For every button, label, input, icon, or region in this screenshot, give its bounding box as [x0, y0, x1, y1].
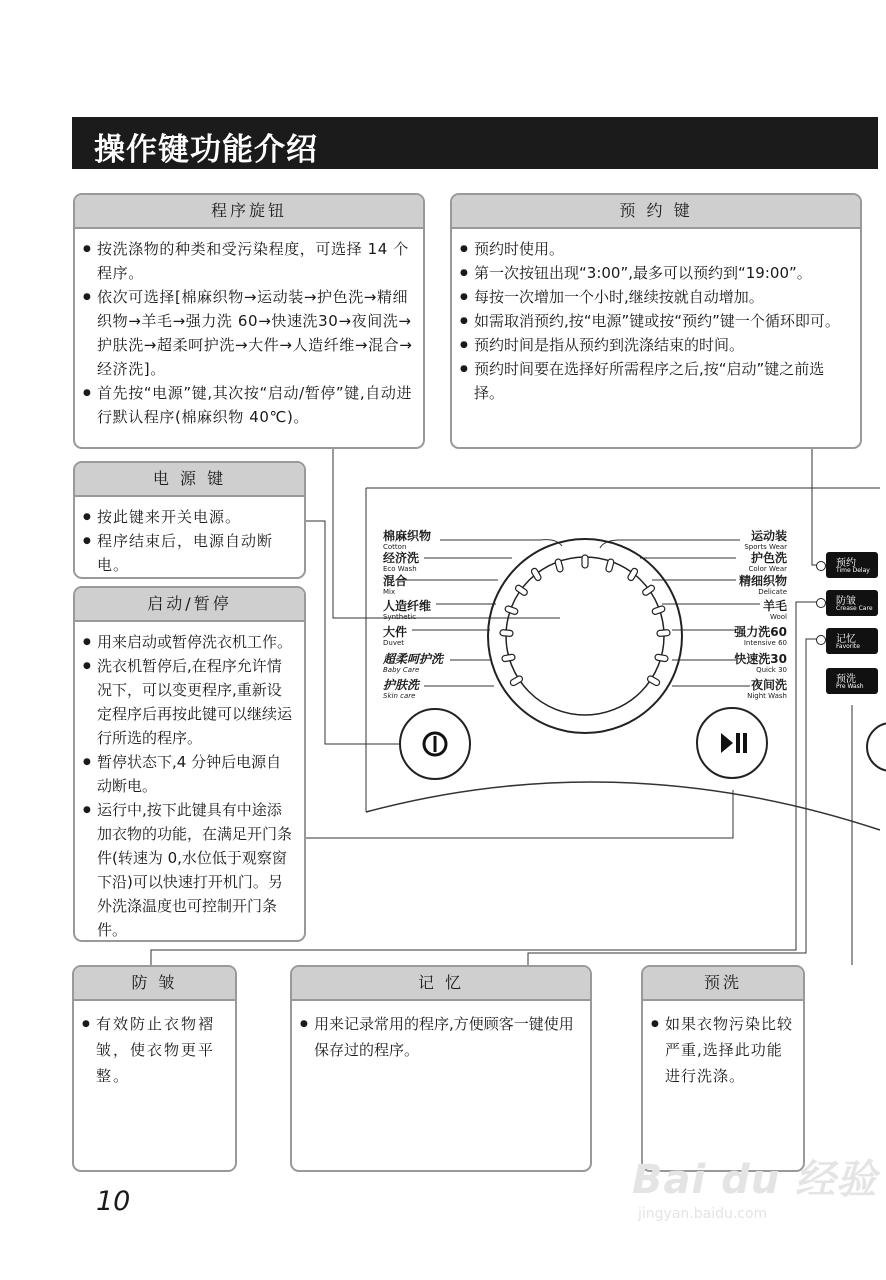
list-item: ● 第一次按钮出现“3:00”,最多可以预约到“19:00”。: [474, 261, 850, 285]
program-label-sports-wear: 运动装 Sports Wear: [744, 529, 787, 551]
list-item: ● 预约时间是指从预约到洗涤结束的时间。: [474, 333, 850, 357]
power-key-header: 电 源 键: [75, 463, 304, 497]
prewash-list: [643, 1001, 803, 1095]
start-pause-header: 启动/暂停: [75, 588, 304, 622]
delay-key-box: [450, 193, 862, 449]
program-label-wool: 羊毛 Wool: [762, 599, 787, 621]
list-item: ● 如果衣物污染比较严重,选择此功能进行洗涤。: [665, 1011, 793, 1089]
program-label-duvet: 大件 Duvet: [383, 625, 408, 647]
list-item: ● 按此键来开关电源。: [97, 505, 294, 529]
list-item: ● 暂停状态下,4 分钟后电源自动断电。: [97, 750, 294, 798]
list-item: ● 首先按“电源”键,其次按“启动/暂停”键,自动进行默认程序(棉麻织物 40℃)。: [97, 381, 413, 429]
list-item: ● 如需取消预约,按“电源”键或按“预约”键一个循环即可。: [474, 309, 850, 333]
list-item: ● 程序结束后，电源自动断电。: [97, 529, 294, 577]
favorite-button[interactable]: 记忆 Favorite: [826, 628, 878, 654]
power-icon: [401, 710, 469, 778]
list-item: ● 洗衣机暂停后,在程序允许情况下，可以变更程序,重新设定程序后再按此键可以继续运行所选的程序。: [97, 654, 294, 750]
list-item: ● 运行中,按下此键具有中途添加衣物的功能，在满足开门条件(转速为 0,水位低于观察窗下沿)可以快速打开机门。另外洗涤温度也可控制开门条件。: [97, 798, 294, 942]
delay-key-list: [452, 229, 860, 411]
list-item: ● 用来记录常用的程序,方便顾客一键使用保存过的程序。: [314, 1011, 580, 1063]
favorite-led-icon: [816, 635, 826, 645]
start-pause-list: [75, 622, 304, 942]
program-label-delicate: 精细织物 Delicate: [738, 574, 787, 596]
list-item: ● 按洗涤物的种类和受污染程度，可选择 14 个程序。: [97, 237, 413, 285]
list-item: ● 有效防止衣物褶皱，使衣物更平整。: [96, 1011, 225, 1089]
crease-care-led-icon: [816, 598, 826, 608]
program-label-color-wear: 护色洗 Color Wear: [748, 551, 787, 573]
prewash-header: 预洗: [643, 967, 803, 1001]
crease-care-box: [72, 965, 237, 1172]
time-delay-button[interactable]: 预约 Time Delay: [826, 552, 878, 578]
program-label-intensive-60: 强力洗60 Intensive 60: [734, 625, 787, 647]
list-item: ● 每按一次增加一个小时,继续按就自动增加。: [474, 285, 850, 309]
power-key-list: [75, 497, 304, 579]
delay-led-icon: [816, 561, 826, 571]
program-label-cotton: 棉麻织物 Cotton: [383, 529, 432, 551]
program-label-night-wash: 夜间洗 Night Wash: [747, 678, 787, 700]
prewash-box: [641, 965, 805, 1172]
list-item: ● 依次可选择[棉麻织物→运动装→护色洗→精细织物→羊毛→强力洗 60→快速洗30→夜间洗→护肤洗→超柔呵护洗→大件→人造纤维→混合→经济洗]。: [97, 285, 413, 381]
program-label-skin-care: 护肤洗 Skin care: [383, 678, 420, 700]
favorite-box: [290, 965, 592, 1172]
delay-key-header: 预 约 键: [452, 195, 860, 229]
favorite-header: 记 忆: [292, 967, 590, 1001]
start-pause-button[interactable]: [696, 707, 768, 779]
page-number: 10: [96, 1186, 131, 1217]
watermark-url: jingyan.baidu.com: [638, 1206, 768, 1222]
program-label-mix: 混合 Mix: [383, 574, 408, 596]
power-button[interactable]: [399, 708, 471, 780]
crease-care-list: [74, 1001, 235, 1095]
prewash-button[interactable]: 预洗 Pre Wash: [826, 668, 878, 694]
favorite-list: [292, 1001, 590, 1069]
power-key-box: [73, 461, 306, 579]
watermark: [632, 1148, 878, 1222]
list-item: ● 预约时间要在选择好所需程序之后,按“启动”键之前选择。: [474, 357, 850, 405]
program-label-baby-care: 超柔呵护洗 Baby Care: [383, 652, 444, 674]
page-title: 操作键功能介绍: [94, 132, 318, 168]
watermark-brand: Bai du 经验: [632, 1157, 878, 1203]
program-label-quick-30: 快速洗30 Quick 30: [734, 652, 787, 674]
list-item: ● 预约时使用。: [474, 237, 850, 261]
program-label-eco-wash: 经济洗 Eco Wash: [383, 551, 420, 573]
play-pause-icon: [698, 709, 766, 777]
program-label-synthetic: 人造纤维 Synthetic: [383, 599, 432, 621]
start-pause-box: [73, 586, 306, 942]
program-knob-box: [73, 193, 425, 449]
list-item: ● 用来启动或暂停洗衣机工作。: [97, 630, 294, 654]
crease-care-header: 防 皱: [74, 967, 235, 1001]
program-knob-list: [75, 229, 423, 435]
program-knob-header: 程序旋钮: [75, 195, 423, 229]
crease-care-button[interactable]: 防皱 Crease Care: [826, 590, 878, 616]
